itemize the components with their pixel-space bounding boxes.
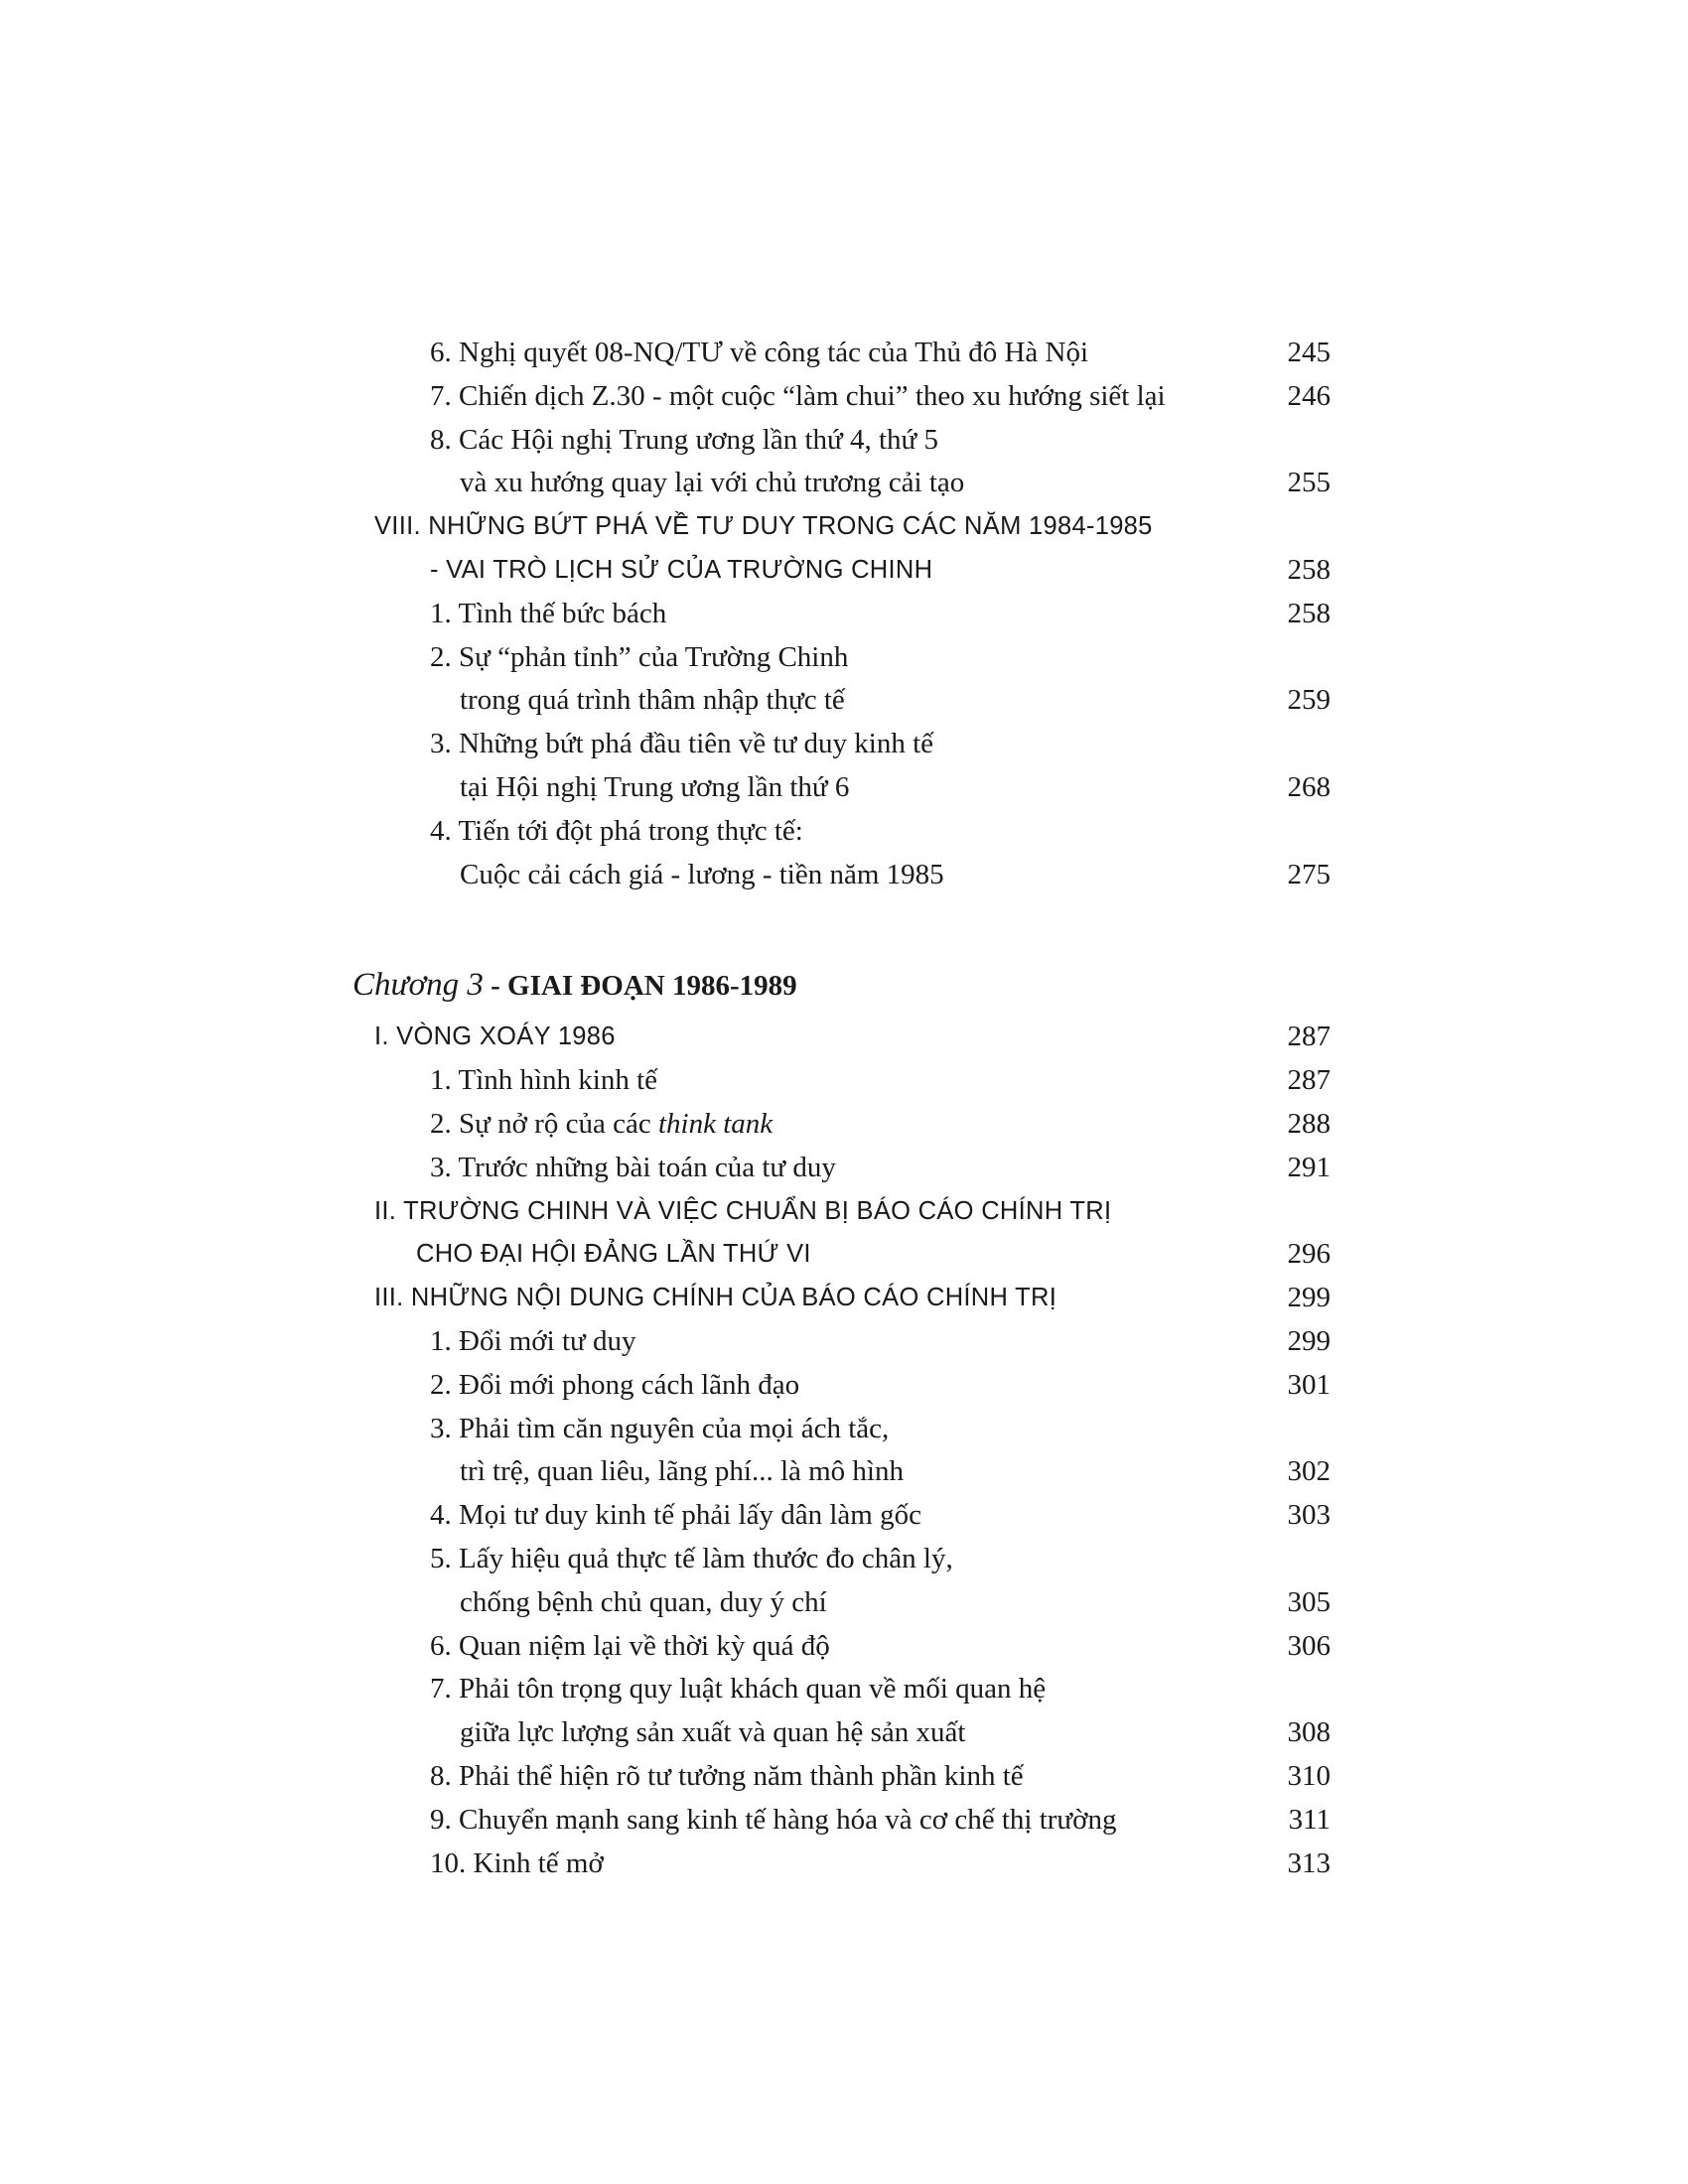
toc-section-chapter-3 bbox=[352, 1016, 1331, 1885]
toc-entry[interactable] bbox=[352, 1625, 1331, 1669]
toc-entry[interactable] bbox=[352, 332, 1331, 375]
toc-entry-title: 6. Quan niệm lại về thời kỳ quá độ bbox=[430, 1629, 830, 1662]
chapter-heading bbox=[352, 954, 1331, 1016]
toc-entry-title: 9. Chuyển mạnh sang kinh tế hàng hóa và cơ chế thị trường bbox=[430, 1803, 1117, 1836]
toc-entry[interactable] bbox=[352, 1581, 1331, 1625]
toc-entry[interactable] bbox=[352, 375, 1331, 419]
toc-entry-title: Cuộc cải cách giá - lương - tiền năm 1985 bbox=[460, 858, 944, 890]
toc-entry-title: giữa lực lượng sản xuất và quan hệ sản xuất bbox=[460, 1716, 966, 1749]
toc-entry[interactable] bbox=[352, 1147, 1331, 1190]
toc-entry-title: 7. Phải tôn trọng quy luật khách quan về mối quan hệ bbox=[430, 1673, 1047, 1706]
toc-entry-title: 7. Chiến dịch Z.30 - một cuộc “làm chui” theo xu hướng siết lại bbox=[430, 379, 1166, 412]
toc-entry-title: 1. Đổi mới tư duy bbox=[430, 1324, 636, 1357]
toc-entry-italic-term: think tank bbox=[657, 1107, 774, 1140]
toc-entry[interactable] bbox=[352, 1843, 1331, 1886]
toc-entry-page-number: 303 bbox=[1287, 1499, 1331, 1532]
toc-entry-title: 3. Những bứt phá đầu tiên về tư duy kinh tế bbox=[430, 728, 934, 760]
toc-entry-title: 3. Phải tìm căn nguyên của mọi ách tắc, bbox=[430, 1412, 890, 1444]
toc-entry-page-number: 291 bbox=[1287, 1151, 1331, 1183]
toc-entry-title: trong quá trình thâm nhập thực tế bbox=[460, 684, 845, 717]
toc-entry-title: I. VÒNG XOÁY 1986 bbox=[374, 1023, 616, 1051]
toc-entry[interactable] bbox=[352, 766, 1331, 810]
toc-entry[interactable] bbox=[352, 1016, 1331, 1059]
toc-entry-page-number: 301 bbox=[1287, 1368, 1331, 1401]
toc-entry-title: tại Hội nghị Trung ương lần thứ 6 bbox=[460, 770, 850, 803]
section-gap bbox=[352, 896, 1331, 954]
toc-entry-title: 4. Mọi tư duy kinh tế phải lấy dân làm gốc bbox=[430, 1499, 921, 1532]
toc-entry[interactable] bbox=[352, 1277, 1331, 1320]
toc-entry[interactable] bbox=[352, 679, 1331, 723]
toc-entry-page-number: 310 bbox=[1287, 1759, 1331, 1792]
toc-entry-page-number: 306 bbox=[1287, 1629, 1331, 1662]
toc-entry[interactable] bbox=[352, 636, 1331, 680]
toc-entry[interactable] bbox=[352, 723, 1331, 766]
toc-entry[interactable] bbox=[352, 1408, 1331, 1451]
toc-entry-page-number: 302 bbox=[1287, 1455, 1331, 1488]
chapter-label: Chương 3 bbox=[352, 967, 484, 1004]
toc-entry-page-number: 275 bbox=[1287, 858, 1331, 890]
toc-entry[interactable] bbox=[352, 1494, 1331, 1538]
toc-entry-page-number: 245 bbox=[1287, 337, 1331, 368]
toc-entry-title: 10. Kinh tế mở bbox=[430, 1846, 604, 1879]
toc-entry-page-number: 287 bbox=[1287, 1021, 1331, 1053]
toc-entry[interactable] bbox=[352, 1711, 1331, 1755]
toc-entry[interactable] bbox=[352, 1364, 1331, 1408]
toc-entry-page-number: 287 bbox=[1287, 1064, 1331, 1097]
toc-entry[interactable] bbox=[352, 1103, 1331, 1147]
toc-entry-title: 8. Các Hội nghị Trung ương lần thứ 4, thứ 5 bbox=[430, 423, 939, 456]
toc-entry[interactable] bbox=[352, 593, 1331, 636]
toc-entry-title: CHO ĐẠI HỘI ĐẢNG LẦN THỨ VI bbox=[416, 1240, 811, 1269]
toc-entry-title: II. TRƯỜNG CHINH VÀ VIỆC CHUẨN BỊ BÁO CÁO CHÍNH TRỊ bbox=[374, 1196, 1112, 1225]
toc-entry-page-number: 255 bbox=[1287, 467, 1331, 499]
toc-entry-page-number: 288 bbox=[1287, 1107, 1331, 1140]
toc-entry[interactable] bbox=[352, 1233, 1331, 1277]
toc-entry[interactable] bbox=[352, 1059, 1331, 1103]
toc-entry[interactable] bbox=[352, 854, 1331, 897]
toc-entry[interactable] bbox=[352, 1450, 1331, 1494]
toc-entry-page-number: 246 bbox=[1287, 379, 1331, 412]
toc-entry[interactable] bbox=[352, 462, 1331, 505]
toc-entry-page-number: 268 bbox=[1287, 770, 1331, 803]
toc-entry-title: III. NHỮNG NỘI DUNG CHÍNH CỦA BÁO CÁO CHÍNH TRỊ bbox=[374, 1284, 1057, 1312]
toc-entry-title: - VAI TRÒ LỊCH SỬ CỦA TRƯỜNG CHINH bbox=[430, 555, 933, 584]
toc-entry-title: 1. Tình hình kinh tế bbox=[430, 1064, 658, 1097]
toc-entry-title: 6. Nghị quyết 08-NQ/TƯ về công tác của Thủ đô Hà Nội bbox=[430, 337, 1089, 368]
toc-entry-page-number: 258 bbox=[1287, 597, 1331, 629]
toc-entry-page-number: 305 bbox=[1287, 1585, 1331, 1618]
table-of-contents bbox=[352, 332, 1331, 1885]
toc-entry-title: 5. Lấy hiệu quả thực tế làm thước đo chân lý, bbox=[430, 1542, 953, 1574]
toc-entry-page-number: 299 bbox=[1287, 1282, 1331, 1314]
toc-entry[interactable] bbox=[352, 1668, 1331, 1711]
toc-entry-title: 8. Phải thể hiện rõ tư tưởng năm thành phần kinh tế bbox=[430, 1759, 1024, 1792]
toc-entry[interactable] bbox=[352, 1320, 1331, 1364]
toc-entry-page-number: 311 bbox=[1288, 1803, 1331, 1836]
toc-entry-title: 1. Tình thế bức bách bbox=[430, 597, 667, 629]
toc-entry[interactable] bbox=[352, 419, 1331, 463]
toc-entry[interactable] bbox=[352, 1755, 1331, 1799]
toc-entry[interactable] bbox=[352, 549, 1331, 593]
toc-entry-title: và xu hướng quay lại với chủ trương cải tạo bbox=[460, 467, 965, 499]
toc-entry-title: 3. Trước những bài toán của tư duy bbox=[430, 1151, 836, 1183]
toc-section-continued bbox=[352, 332, 1331, 896]
toc-entry-page-number: 313 bbox=[1287, 1846, 1331, 1879]
toc-entry[interactable] bbox=[352, 810, 1331, 854]
toc-entry-page-number: 308 bbox=[1287, 1716, 1331, 1749]
toc-entry-title: 4. Tiến tới đột phá trong thực tế: bbox=[430, 814, 803, 847]
toc-entry[interactable] bbox=[352, 1190, 1331, 1234]
toc-entry-title: chống bệnh chủ quan, duy ý chí bbox=[460, 1585, 827, 1618]
toc-entry[interactable] bbox=[352, 1538, 1331, 1581]
toc-entry-page-number: 259 bbox=[1287, 684, 1331, 717]
toc-entry-title: trì trệ, quan liêu, lãng phí... là mô hình bbox=[460, 1455, 904, 1488]
chapter-title: - GIAI ĐOẠN 1986-1989 bbox=[483, 970, 797, 1003]
toc-entry-page-number: 299 bbox=[1287, 1324, 1331, 1357]
toc-entry-title: VIII. NHỮNG BỨT PHÁ VỀ TƯ DUY TRONG CÁC NĂM 1984-1985 bbox=[374, 512, 1153, 541]
toc-entry-page-number: 296 bbox=[1287, 1238, 1331, 1271]
toc-entry-page-number: 258 bbox=[1287, 553, 1331, 586]
toc-entry[interactable] bbox=[352, 505, 1331, 549]
toc-entry-title: 2. Sự “phản tỉnh” của Trường Chinh bbox=[430, 640, 849, 673]
toc-entry-title: 2. Đổi mới phong cách lãnh đạo bbox=[430, 1368, 800, 1401]
toc-entry[interactable] bbox=[352, 1799, 1331, 1843]
toc-entry-title: 2. Sự nở rộ của các think tank bbox=[430, 1107, 774, 1140]
